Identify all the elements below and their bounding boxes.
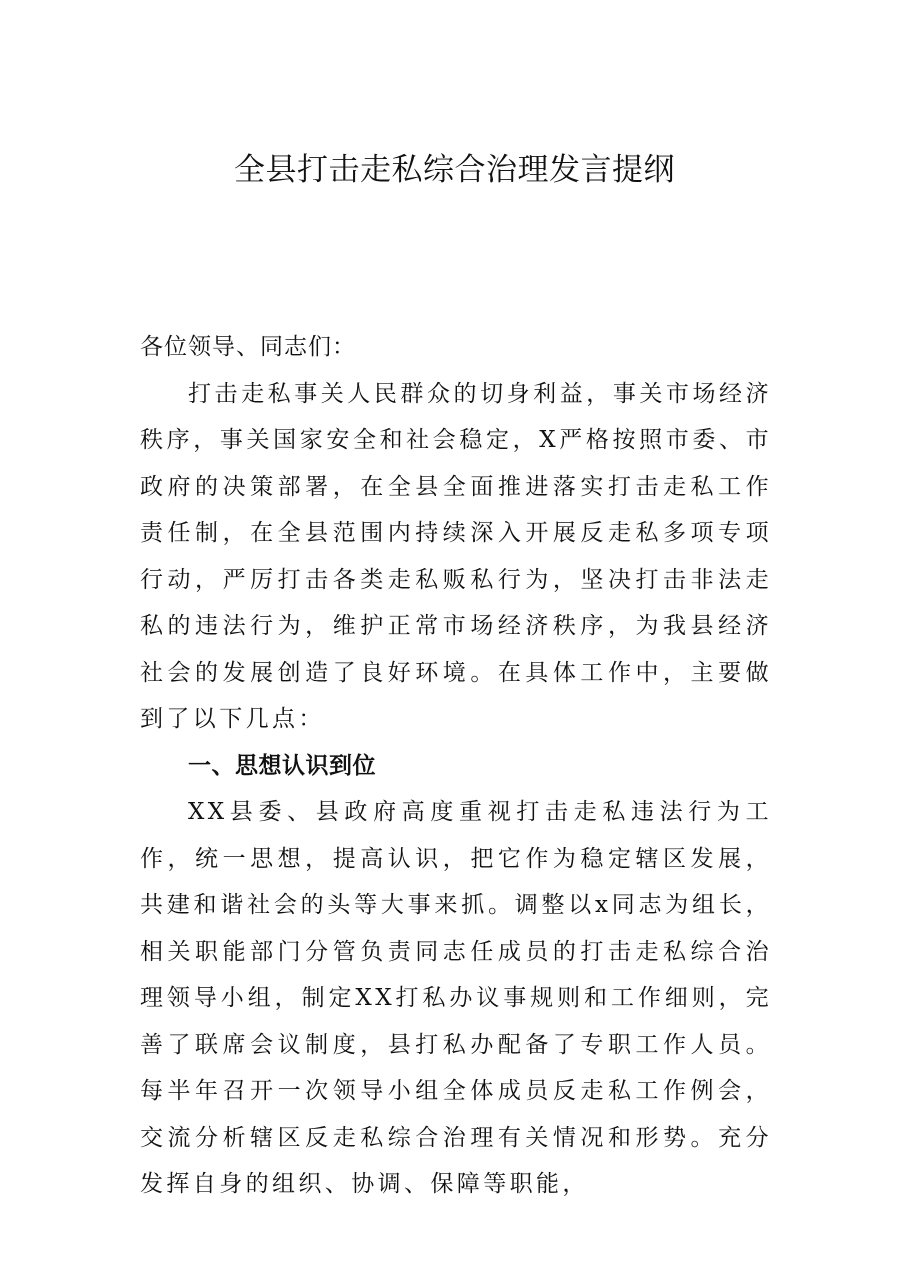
section-heading: 一、思想认识到位 <box>188 752 376 779</box>
salutation: 各位领导、同志们： <box>140 334 356 360</box>
intro-paragraph: 打击走私事关人民群众的切身利益，事关市场经济秩序，事关国家安全和社会稳定，X严格按照市委、市政府的决策部署，在全县全面推进落实打击走私工作责任制，在全县范围内持续深入开展反走私多项专项行动，严厉打击各类走私贩私行为，坚决打击非法走私的违法行为，维护正常市场经济秩序，为我县经济社会的发展创造了良好环境。在具体工作中，主要做到了以下几点： <box>140 380 772 732</box>
document-body <box>140 324 772 1208</box>
section-paragraph: XX县委、县政府高度重视打击走私违法行为工作，统一思想，提高认识，把它作为稳定辖区发展，共建和谐社会的头等大事来抓。调整以x同志为组长，相关职能部门分管负责同志任成员的打击走私综合治理领导小组，制定XX打私办议事规则和工作细则，完善了联席会议制度，县打私办配备了专职工作人员。每半年召开一次领导小组全体成员反走私工作例会，交流分析辖区反走私综合治理有关情况和形势。充分发挥自身的组织、协调、保障等职能， <box>140 799 772 1197</box>
document-title: 全县打击走私综合治理发言提纲 <box>234 152 675 188</box>
